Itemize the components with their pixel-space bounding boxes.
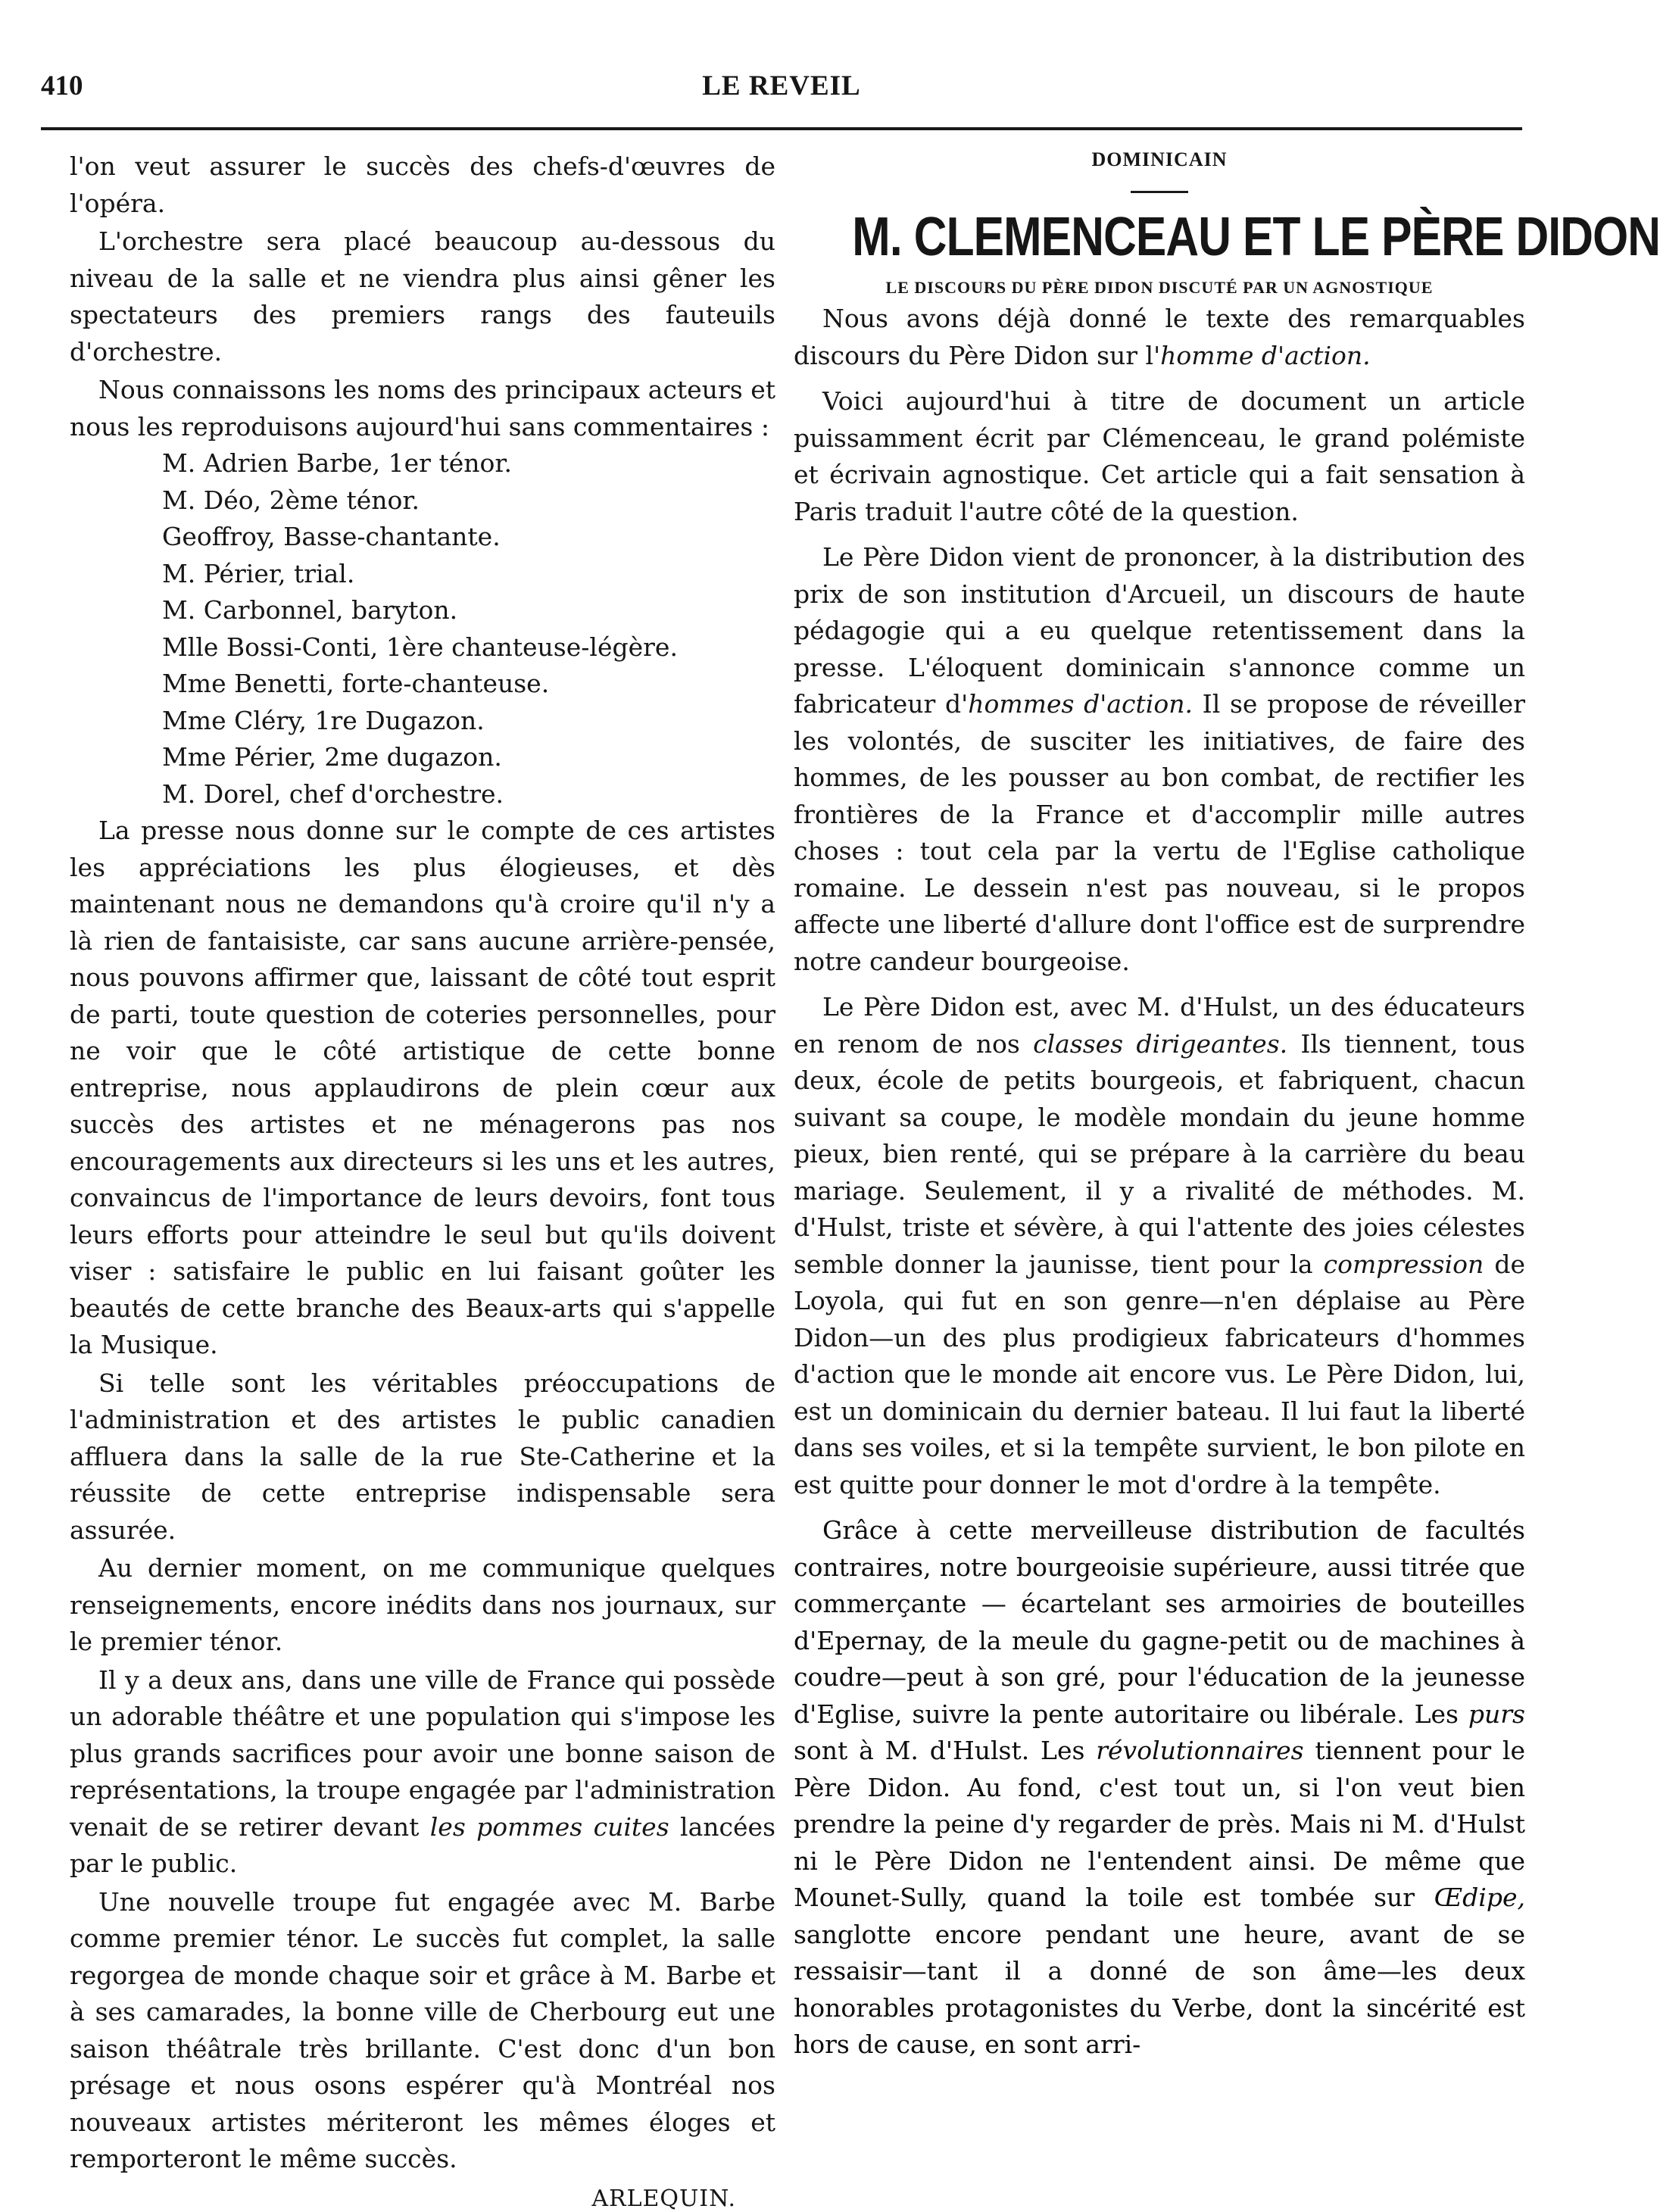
cast-item: Mme Cléry, 1re Dugazon. bbox=[162, 705, 485, 735]
cast-item: Mme Périer, 2me dugazon. bbox=[162, 742, 502, 772]
cast-item: M. Adrien Barbe, 1er ténor. bbox=[162, 448, 512, 478]
cast-list bbox=[70, 445, 775, 813]
cast-item: Geoffroy, Basse-chantante. bbox=[162, 522, 501, 551]
paragraph: Nous avons déjà donné le texte des remarquables discours du Père Didon sur l'homme d'action. bbox=[794, 304, 1525, 370]
paragraph: L'orchestre sera placé beaucoup au-dessous du niveau de la salle et ne viendra plus ainsi gêner les spectateurs des premiers rangs des fauteuils d'orchestre. bbox=[70, 226, 775, 367]
section-label: DOMINICAIN bbox=[1091, 148, 1228, 170]
paragraph: Le Père Didon est, avec M. d'Hulst, un des éducateurs en renom de nos classes dirigeantes. Ils tiennent, tous deux, école de petits bourgeois, et fabriquent, chacun suivant sa coupe, le modèle mondain du jeune homme pieux, bien renté, qui se prépare à la carrière du beau mariage. Seulement, il y a rivalité de méthodes. M. d'Hulst, triste et sévère, à qui l'attente des joies célestes semble donner la jaunisse, tient pour la compression de Loyola, qui fut en son genre—n'en déplaise au Père Didon—un des plus prodigieux fabricateurs d'hommes d'action que le monde ait encore vus. Le Père Didon, lui, est un dominicain du dernier bateau. Il lui faut la liberté dans ses voiles, et si la tempête survient, le bon pilote en est quitte pour donner le mot d'ordre à la tempête. bbox=[794, 992, 1525, 1499]
paragraph: La presse nous donne sur le compte de ces artistes les appréciations les plus élogieuses, et dès maintenant nous ne demandons qu'à croire qu'il n'y a là rien de fantaisiste, car sans aucune arrière-pensée, nous pouvons affirmer que, laissant de côté tout esprit de parti, toute question de coteries personnelles, pour ne voir que le côté artistique de cette bonne entreprise, nous applaudirons de plein cœur aux succès des artistes et ne ménagerons pas nos encouragements aux directeurs si les uns et les autres, convaincus de l'importance de leurs devoirs, font tous leurs efforts pour atteindre le seul but qu'ils doivent viser : satisfaire le public en lui faisant goûter les beautés de cette branche des Beaux-arts qui s'appelle la Musique. bbox=[70, 816, 775, 1359]
paragraph: Voici aujourd'hui à titre de document un article puissamment écrit par Clémenceau, le grand polémiste et écrivain agnostique. Cet article qui a fait sensation à Paris traduit l'autre côté de la question. bbox=[794, 386, 1525, 526]
section-rule bbox=[1131, 191, 1188, 193]
cast-item: Mlle Bossi-Conti, 1ère chanteuse-légère. bbox=[162, 632, 678, 662]
paragraph: Grâce à cette merveilleuse distribution de facultés contraires, notre bourgeoisie supérieure, aussi titrée que commerçante — écartelant ses armoiries de bouteilles d'Epernay, de la meule du gagne-petit ou de machines à coudre—peut à son gré, pour l'éducation de la jeunesse d'Eglise, suivre la pente autoritaire ou libérale. Les purs sont à M. d'Hulst. Les révolutionnaires tiennent pour le Père Didon. Au fond, c'est tout un, si l'on veut bien prendre la peine d'y regarder de près. Mais ni M. d'Hulst ni le Père Didon ne l'entendent ainsi. De même que Mounet-Sully, quand la toile est tombée sur Œdipe, sanglotte encore pendant une heure, avant de se ressaisir—tant il a donné de son âme—les deux honorables protagonistes du Verbe, dont la sincérité est hors de cause, en sont arri- bbox=[794, 1515, 1526, 2059]
author-signature: ARLEQUIN. bbox=[591, 2185, 736, 2212]
article-subhead: LE DISCOURS DU PÈRE DIDON DISCUTÉ PAR UN AGNOSTIQUE bbox=[885, 278, 1434, 297]
page-number: 410 bbox=[41, 70, 83, 101]
page-header bbox=[41, 70, 1522, 115]
paragraph: l'on veut assurer le succès des chefs-d'œuvres de l'opéra. bbox=[70, 151, 775, 218]
cast-item: Mme Benetti, forte-chanteuse. bbox=[162, 669, 550, 698]
cast-item: M. Carbonnel, baryton. bbox=[162, 595, 458, 625]
paragraph: Il y a deux ans, dans une ville de France qui possède un adorable théâtre et une population qui s'impose les plus grands sacrifices pour avoir une bonne saison de représentations, la troupe engagée par l'administration venait de se retirer devant les pommes cuites lancées par le public. bbox=[70, 1664, 776, 1878]
left-column bbox=[70, 148, 775, 2212]
paragraph: Au dernier moment, on me communique quelques renseignements, encore inédits dans nos journaux, sur le premier ténor. bbox=[70, 1553, 775, 1656]
right-column bbox=[794, 148, 1660, 2064]
cast-item: M. Déo, 2ème ténor. bbox=[162, 485, 420, 515]
cast-item: M. Périer, trial. bbox=[162, 558, 355, 588]
paragraph: Si telle sont les véritables préoccupations de l'administration et des artistes le public canadien affluera dans la salle de la rue Ste-Catherine et la réussite de cette entreprise indispensable sera assurée. bbox=[70, 1368, 775, 1545]
paragraph: Le Père Didon vient de prononcer, à la distribution des prix de son institution d'Arcueil, un discours de haute pédagogie qui a eu quelque retentissement dans la presse. L'éloquent dominicain s'annonce comme un fabricateur d'hommes d'action. Il se propose de réveiller les volontés, de susciter les initiatives, de faire des hommes, de les pousser au bon combat, de rectifier les frontières de la France et d'accomplir mille autres choses : tout cela par la vertu de l'Eglise catholique romaine. Le dessein n'est pas nouveau, si le propos affecte une liberté d'allure dont l'office est de surprendre notre candeur bourgeoise. bbox=[794, 542, 1525, 976]
journal-title: LE REVEIL bbox=[702, 70, 861, 101]
header-rule bbox=[41, 127, 1522, 130]
article-headline: M. CLEMENCEAU ET LE PÈRE DIDON bbox=[852, 207, 1660, 267]
paragraph: Nous connaissons les noms des principaux acteurs et nous les reproduisons aujourd'hui sans commentaires : bbox=[70, 375, 775, 441]
paragraph: Une nouvelle troupe fut engagée avec M. Barbe comme premier ténor. Le succès fut complet, la salle regorgea de monde chaque soir et grâce à M. Barbe et à ses camarades, la bonne ville de Cherbourg eut une saison théâtrale très brillante. C'est donc d'un bon présage et nous osons espérer qu'à Montréal nos nouveaux artistes mériteront les mêmes éloges et remporteront le même succès. bbox=[70, 1886, 775, 2173]
cast-item: M. Dorel, chef d'orchestre. bbox=[162, 778, 504, 809]
